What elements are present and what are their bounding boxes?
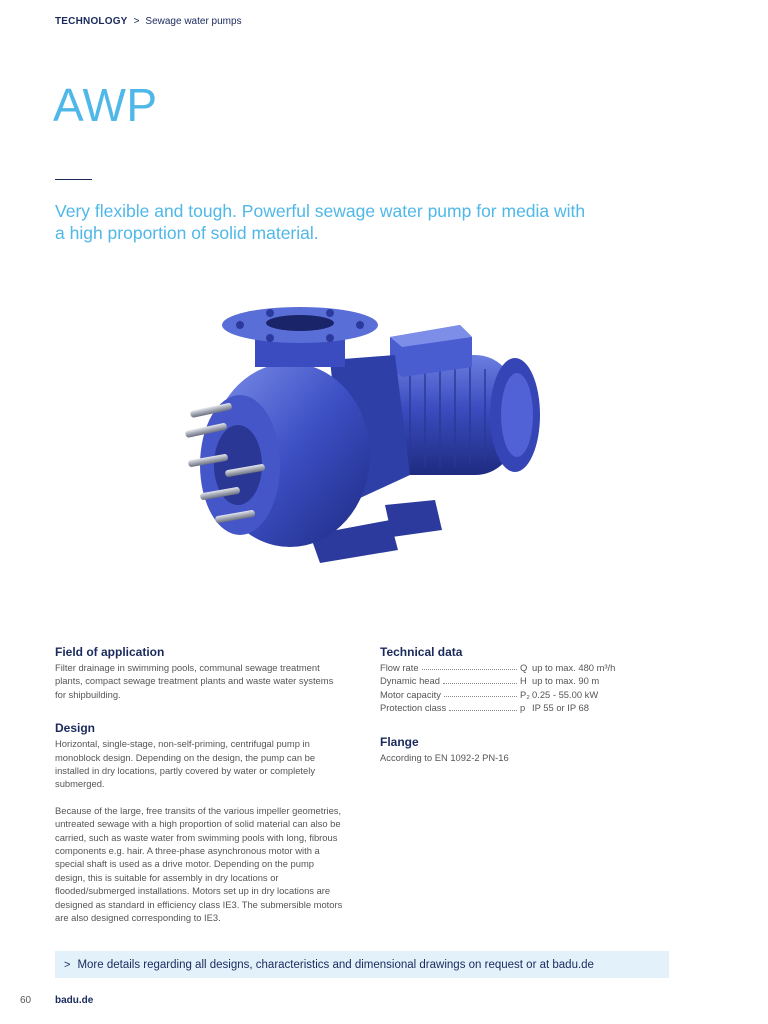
tech-row-flow-rate <box>380 661 670 674</box>
tech-row-protection-class <box>380 701 670 714</box>
footer-site-link[interactable]: badu.de <box>55 995 94 1006</box>
more-details-text: More details regarding all designs, characteristics and dimensional drawings on request or at badu.de <box>77 958 594 971</box>
tech-value: 0.25 - 55.00 kW <box>532 688 599 700</box>
page-tagline: Very flexible and tough. Powerful sewage water pump for media with a high proportion of solid material. <box>55 201 586 243</box>
tech-symbol: P₂ <box>520 688 530 700</box>
breadcrumb <box>55 16 242 27</box>
flange-text: According to EN 1092-2 PN-16 <box>380 751 509 763</box>
more-details-link[interactable] <box>55 951 669 978</box>
tech-symbol: p <box>520 702 526 714</box>
breadcrumb-section[interactable]: TECHNOLOGY <box>55 16 128 27</box>
sewage-pump-illustration <box>180 305 550 575</box>
design-paragraph-2: Because of the large, free transits of the various impeller geometries, untreated sewage with a high proportion of solid material can also be carried, such as waste water from swimming pools with long, fibrous components e.g. hair. A three-phase asynchronous motor with a special shaft is used as a drive motor. Depending on the pump design, this is suitable for assembly in dry locations or flooded/submerged installations. Motors set up in dry locations are designed as standard in efficiency class IE3. The submersible motors are also designed corresponding to IE3. <box>55 804 343 924</box>
tech-symbol: H <box>520 675 527 687</box>
breadcrumb-page[interactable]: Sewage water pumps <box>145 16 242 27</box>
tech-row-motor-capacity <box>380 688 670 701</box>
page-title: AWP <box>53 79 158 131</box>
tech-value: up to max. 90 m <box>532 675 600 687</box>
tech-value: up to max. 480 m³/h <box>532 662 616 673</box>
technical-data-section <box>380 645 670 715</box>
page-number: 60 <box>20 995 32 1006</box>
technical-data-heading: Technical data <box>380 645 463 659</box>
tech-row-dynamic-head <box>380 674 670 687</box>
title-divider <box>55 179 92 180</box>
design-heading: Design <box>55 721 96 736</box>
field-of-application-section <box>55 645 345 701</box>
design-section <box>55 721 345 924</box>
chevron-right-icon: > <box>64 958 71 971</box>
design-paragraph-1: Horizontal, single-stage, non-self-priming, centrifugal pump in monoblock design. Depending on the design, the pump can be installed in dry locations, partly covered by water or completely submerged. <box>55 738 316 790</box>
right-column <box>380 645 670 784</box>
tech-symbol: Q <box>520 662 528 673</box>
field-of-application-text: Filter drainage in swimming pools, communal sewage treatment plants, compact sewage treatment plants and waste water systems for shipbuilding. <box>55 662 334 700</box>
tech-label: Protection class <box>380 702 447 714</box>
left-column <box>55 645 345 945</box>
tech-label: Flow rate <box>380 662 419 673</box>
tech-label: Dynamic head <box>380 675 440 687</box>
flange-section <box>380 735 670 764</box>
flange-heading: Flange <box>380 734 419 749</box>
field-of-application-heading: Field of application <box>55 645 165 659</box>
tech-label: Motor capacity <box>380 688 441 700</box>
tech-value: IP 55 or IP 68 <box>532 702 589 714</box>
breadcrumb-separator-icon: > <box>133 16 140 27</box>
